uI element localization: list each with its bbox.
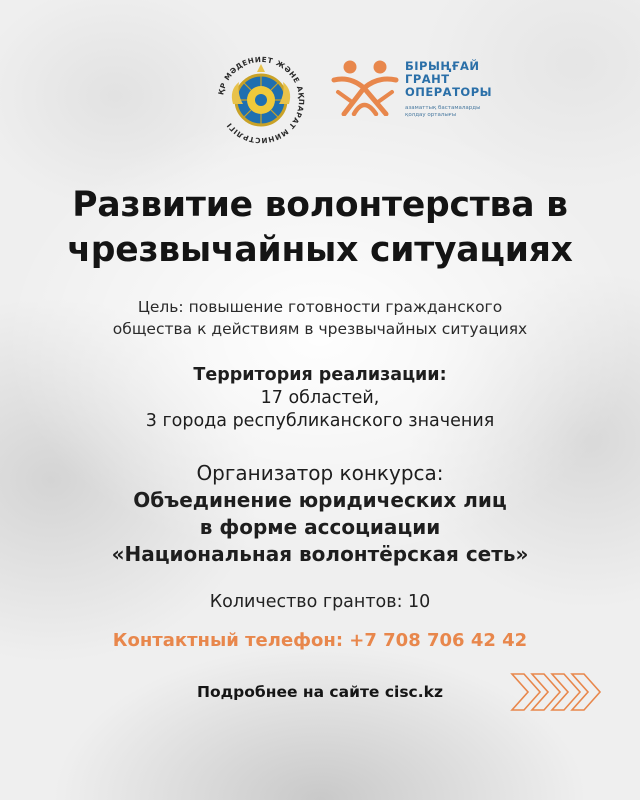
organizer-line-1: Объединение юридических лиц (133, 488, 507, 512)
page-title (0, 183, 640, 273)
territory-line-1: 17 областей, (260, 388, 380, 408)
grant-operator-tagline: азаматтық бастамаларды қолдау орталығы (405, 105, 481, 118)
organizer-line-2: в форме ассоциации (199, 515, 441, 539)
website-link[interactable]: Подробнее на сайте cisc.kz (197, 683, 443, 701)
grant-operator-logo-icon (330, 58, 400, 116)
organizer-heading: Организатор конкурса: (196, 461, 444, 485)
territory-heading: Территория реализации: (193, 365, 447, 385)
grant-operator-line2: ГРАНТ (405, 72, 450, 86)
chevrons-right-icon (510, 668, 602, 716)
grant-operator-line3: ОПЕРАТОРЫ (405, 85, 493, 99)
goal-line-2: общества к действиям в чрезвычайных ситуациях (112, 320, 528, 338)
title-line-2: чрезвычайных ситуациях (67, 230, 573, 270)
grants-count: Количество грантов: 10 (209, 592, 431, 612)
kazakhstan-emblem-icon (213, 52, 309, 148)
grant-operator-wordmark (405, 60, 492, 119)
logo-row (0, 52, 640, 146)
goal-text (0, 296, 640, 340)
organizer-line-3: «Национальная волонтёрская сеть» (111, 542, 529, 566)
ministry-emblem-text: ҚР МӘДЕНИЕТ ЖӘНЕ АҚПАРАТ МИНИСТРЛІГІ (216, 54, 307, 146)
title-line-1: Развитие волонтерства в (72, 185, 568, 225)
territory-block (0, 364, 640, 433)
ministry-emblem (213, 52, 309, 148)
goal-line-1: Цель: повышение готовности гражданского (137, 298, 503, 316)
territory-line-2: 3 города республиканского значения (145, 411, 495, 431)
organizer-block (0, 460, 640, 568)
contact-phone[interactable]: Контактный телефон: +7 708 706 42 42 (112, 630, 528, 651)
grant-operator-line1: БІРЫҢҒАЙ (405, 59, 480, 73)
